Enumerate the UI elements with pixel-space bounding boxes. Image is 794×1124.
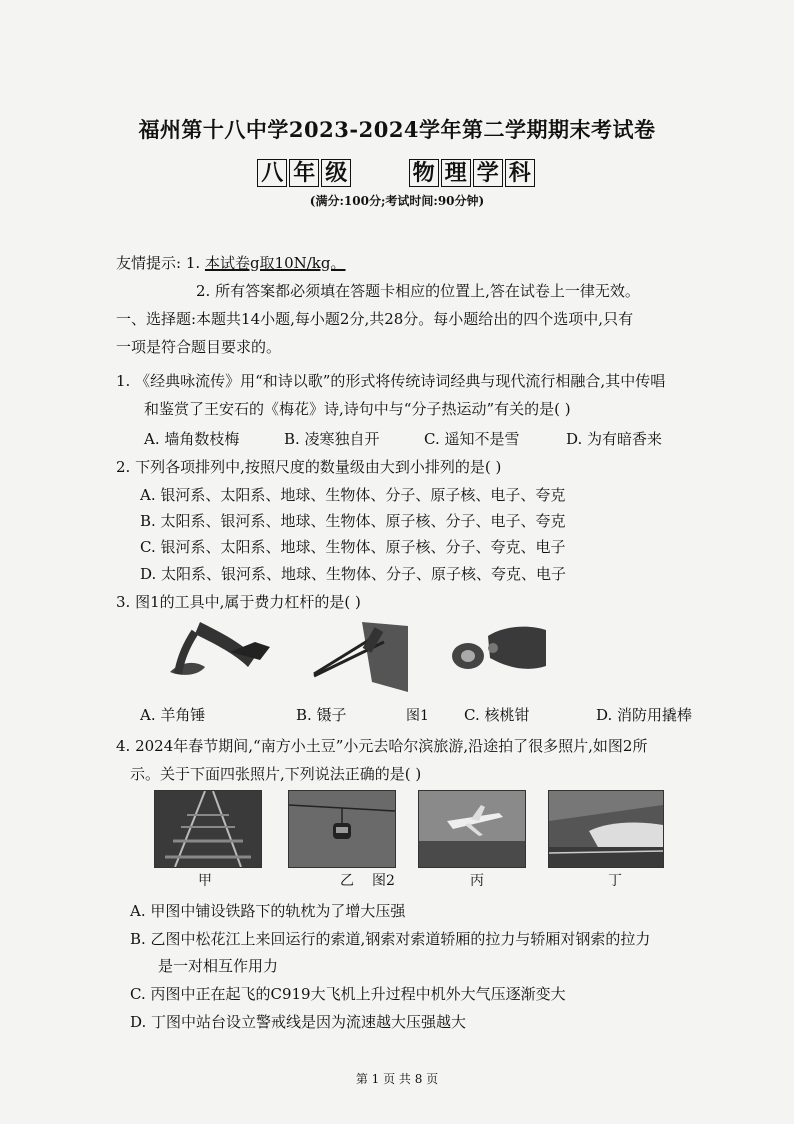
q4-stem-1: 4. 2024年春节期间,“南方小土豆”小元去哈尔滨旅游,沿途拍了很多照片,如图2所 [116, 737, 648, 755]
q1-option-c: C. 遥知不是雪 [424, 430, 520, 448]
q3-stem: 3. 图1的工具中,属于费力杠杆的是( ) [116, 593, 361, 611]
q2-option-b: B. 太阳系、银河系、地球、生物体、原子核、分子、电子、夸克 [140, 512, 566, 530]
photo-label-bing: 丙 [470, 873, 484, 889]
subject-char: 理 [441, 159, 471, 187]
figure2-label: 图2 [372, 873, 395, 889]
subject-char: 学 [473, 159, 503, 187]
q3-option-a: A. 羊角锤 [140, 706, 206, 724]
subject-label [409, 160, 537, 186]
q3-option-b: B. 镊子 [296, 706, 347, 724]
q2-option-d: D. 太阳系、银河系、地球、生物体、分子、原子核、夸克、电子 [140, 565, 567, 583]
q4-option-b-cont: 是一对相互作用力 [158, 957, 279, 975]
claw-hammer-image [160, 612, 280, 692]
grade-label [257, 160, 361, 186]
q2-option-a: A. 银河系、太阳系、地球、生物体、分子、原子核、电子、夸克 [140, 486, 566, 504]
tips-line-1 [116, 252, 346, 273]
q2-stem: 2. 下列各项排列中,按照尺度的数量级由大到小排列的是( ) [116, 458, 502, 476]
grade-char: 年 [289, 159, 319, 187]
q4-option-c: C. 丙图中正在起飞的C919大飞机上升过程中机外大气压逐渐变大 [130, 985, 566, 1003]
q4-option-d: D. 丁图中站台设立警戒线是因为流速越大压强越大 [130, 1013, 467, 1031]
grade-char: 级 [321, 159, 351, 187]
q1-stem-2: 和鉴赏了王安石的《梅花》诗,诗句中与“分子热运动”有关的是( ) [144, 400, 571, 418]
subject-char: 科 [505, 159, 535, 187]
tips-label: 友情提示: [116, 254, 182, 272]
tip1-num: 1. [185, 254, 201, 272]
photo-label-yi: 乙 [340, 873, 354, 889]
q3-option-c: C. 核桃钳 [464, 706, 530, 724]
photo-label-jia: 甲 [198, 873, 212, 889]
subject-char: 物 [409, 159, 439, 187]
railway-tracks-photo [154, 790, 262, 868]
exam-subtitle [0, 156, 794, 187]
cable-car-photo [288, 790, 396, 868]
tip2-text: 2. 所有答案都必须填在答题卡相应的位置上,答在试卷上一律无效。 [196, 282, 640, 300]
q4-option-a: A. 甲图中铺设铁路下的轨枕为了增大压强 [130, 902, 406, 920]
tip1-text: 本试卷g取10N/kg。 [204, 254, 346, 272]
train-platform-photo [548, 790, 664, 868]
q1-stem-1: 1. 《经典咏流传》用“和诗以歌”的形式将传统诗词经典与现代流行相融合,其中传唱 [116, 372, 666, 390]
page-number: 第 1 页 共 8 页 [355, 1072, 439, 1086]
q1-option-b: B. 凌寒独自开 [284, 430, 380, 448]
q1-option-d: D. 为有暗香来 [566, 430, 663, 448]
photo-label-ding: 丁 [608, 873, 622, 889]
q4-stem-2: 示。关于下面四张照片,下列说法正确的是( ) [130, 765, 422, 783]
q4-option-b: B. 乙图中松花江上来回运行的索道,钢索对索道轿厢的拉力与轿厢对钢索的拉力 [130, 930, 651, 948]
section1-line1: 一、选择题:本题共14小题,每小题2分,共28分。每小题给出的四个选项中,只有 [116, 310, 634, 328]
exam-title: 福州第十八中学2023-2024学年第二学期期末考试卷 [138, 117, 656, 142]
q3-option-d: D. 消防用撬棒 [596, 706, 693, 724]
airplane-takeoff-photo [418, 790, 526, 868]
figure1-label: 图1 [406, 708, 429, 724]
q1-option-a: A. 墙角数枝梅 [144, 430, 240, 448]
section1-line2: 一项是符合题目要求的。 [116, 338, 282, 356]
nutcracker-image [448, 616, 548, 686]
exam-meta: (满分:100分;考试时间:90分钟) [309, 194, 485, 208]
tweezers-image [312, 612, 412, 694]
q2-option-c: C. 银河系、太阳系、地球、生物体、原子核、分子、夸克、电子 [140, 538, 566, 556]
grade-char: 八 [257, 159, 287, 187]
